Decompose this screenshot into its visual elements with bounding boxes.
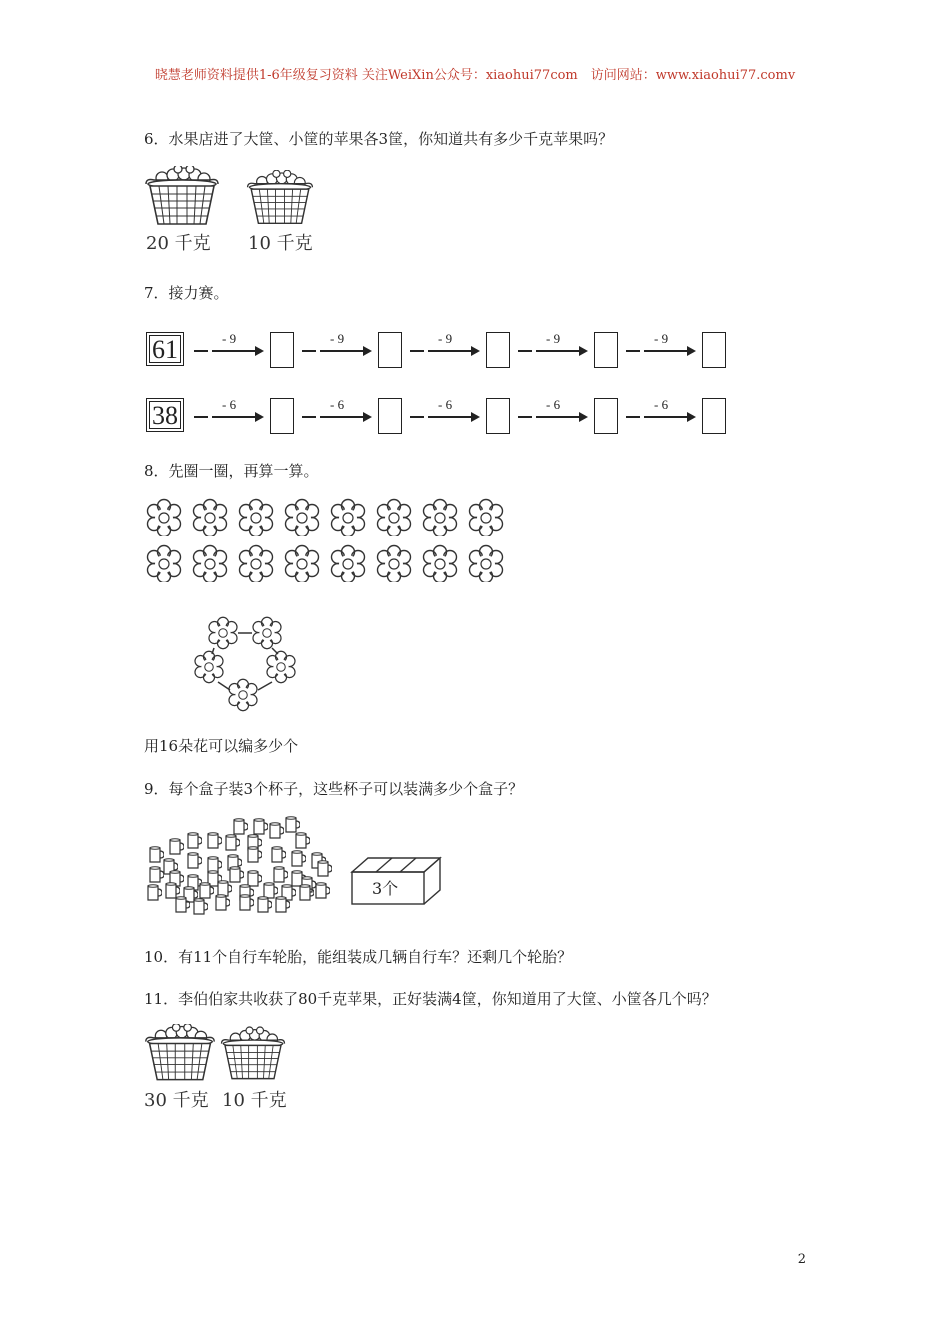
- cup-icon: [186, 852, 202, 870]
- relay-arrow: [212, 399, 264, 425]
- relay-step-label: - 6: [438, 397, 453, 412]
- flower-icon: [236, 544, 274, 582]
- arrow-line: [428, 350, 474, 352]
- relay-step-label: - 6: [330, 397, 345, 412]
- flower-icon: [374, 544, 412, 582]
- flower-icon: [282, 498, 320, 536]
- arrow-line: [320, 350, 366, 352]
- relay-arrow: [644, 399, 696, 425]
- relay-arrow: [536, 333, 588, 359]
- cup-icon: [168, 838, 184, 856]
- relay-step-label: - 6: [654, 397, 669, 412]
- arrow-line: [644, 350, 690, 352]
- arrow-line: [320, 416, 366, 418]
- flower-icon: [144, 544, 182, 582]
- relay-step-label: - 9: [438, 331, 453, 346]
- flower-icon: [420, 544, 458, 582]
- small-basket-image: [218, 1026, 288, 1084]
- arrow-line: [212, 416, 258, 418]
- relay-arrow: [212, 333, 264, 359]
- relay-arrow: [644, 333, 696, 359]
- page-header: 晓慧老师资料提供1-6年级复习资料 关注WeiXin公众号：xiaohui77com 访问网站：www.xiaohui77.comv: [154, 68, 796, 83]
- relay-arrow: [536, 399, 588, 425]
- cup-icon: [256, 896, 272, 914]
- arrow-line: [212, 350, 258, 352]
- big-basket-label: 20 千克: [146, 233, 211, 254]
- arrow-head-icon: [471, 412, 480, 422]
- flower-icon: [144, 498, 182, 536]
- cup-icon: [214, 894, 230, 912]
- relay-answer-box[interactable]: [378, 398, 402, 434]
- cup-icon: [316, 860, 332, 878]
- relay-step-label: - 6: [222, 397, 237, 412]
- relay-connector: [410, 350, 424, 352]
- relay-connector: [410, 416, 424, 418]
- relay-arrow: [320, 333, 372, 359]
- arrow-head-icon: [255, 412, 264, 422]
- cup-icon: [206, 832, 222, 850]
- arrow-head-icon: [255, 346, 264, 356]
- cup-icon: [224, 834, 240, 852]
- relay-arrow: [320, 399, 372, 425]
- flower-icon: [282, 544, 320, 582]
- relay-connector: [194, 416, 208, 418]
- arrow-head-icon: [363, 412, 372, 422]
- relay-start-number: 61: [146, 332, 184, 366]
- relay-answer-box[interactable]: [486, 398, 510, 434]
- cup-icon: [146, 884, 162, 902]
- relay-answer-box[interactable]: [270, 332, 294, 368]
- relay-connector: [518, 416, 532, 418]
- relay-answer-box[interactable]: [378, 332, 402, 368]
- relay-step-label: - 6: [546, 397, 561, 412]
- cup-icon: [148, 866, 164, 884]
- relay-start-number: 38: [146, 398, 184, 432]
- arrow-line: [536, 350, 582, 352]
- relay-connector: [194, 350, 208, 352]
- arrow-line: [644, 416, 690, 418]
- relay-connector: [302, 350, 316, 352]
- arrow-head-icon: [687, 412, 696, 422]
- relay-answer-box[interactable]: [270, 398, 294, 434]
- cup-icon: [268, 822, 284, 840]
- relay-answer-box[interactable]: [594, 398, 618, 434]
- relay-arrow: [428, 399, 480, 425]
- relay-answer-box[interactable]: [702, 332, 726, 368]
- arrow-head-icon: [579, 346, 588, 356]
- question-9-text: 9．每个盒子装3个杯子，这些杯子可以装满多少个盒子？: [144, 780, 524, 798]
- relay-answer-box[interactable]: [594, 332, 618, 368]
- flower-wreath-image: [192, 612, 298, 716]
- arrow-head-icon: [471, 346, 480, 356]
- relay-connector: [626, 416, 640, 418]
- cup-icon: [298, 884, 314, 902]
- question-6-text: 6．水果店进了大筐、小筐的苹果各3筐，你知道共有多少千克苹果吗？: [144, 130, 614, 148]
- big-basket-label: 30 千克: [144, 1090, 209, 1111]
- arrow-head-icon: [363, 346, 372, 356]
- relay-answer-box[interactable]: [702, 398, 726, 434]
- arrow-line: [536, 416, 582, 418]
- flower-icon: [420, 498, 458, 536]
- relay-connector: [302, 416, 316, 418]
- cup-icon: [314, 882, 330, 900]
- flower-icon: [374, 498, 412, 536]
- flower-icon: [328, 544, 366, 582]
- cup-icon: [294, 832, 310, 850]
- flower-icon: [190, 498, 228, 536]
- question-8-footer: 用16朵花可以编多少个: [144, 737, 299, 755]
- question-10-text: 10．有11个自行车轮胎，能组装成几辆自行车？还剩几个轮胎？: [144, 948, 573, 966]
- cup-icon: [270, 846, 286, 864]
- cup-icon: [186, 832, 202, 850]
- big-basket-image: [142, 166, 222, 228]
- flower-icon: [236, 498, 274, 536]
- flower-icon: [190, 544, 228, 582]
- relay-step-label: - 9: [654, 331, 669, 346]
- question-7-text: 7．接力赛。: [144, 284, 229, 302]
- question-11-text: 11．李伯伯家共收获了80千克苹果，正好装满4筐，你知道用了大筐、小筐各几个吗？: [144, 990, 717, 1008]
- box-capacity-label: 3个: [372, 879, 399, 898]
- small-basket-image: [244, 170, 316, 228]
- relay-step-label: - 9: [546, 331, 561, 346]
- small-basket-label: 10 千克: [222, 1090, 287, 1111]
- arrow-head-icon: [687, 346, 696, 356]
- cup-icon: [238, 894, 254, 912]
- small-basket-label: 10 千克: [248, 233, 313, 254]
- relay-step-label: - 9: [330, 331, 345, 346]
- cup-icon: [192, 898, 208, 916]
- flower-icon: [466, 498, 504, 536]
- cup-icon: [290, 850, 306, 868]
- page-number: 2: [797, 1252, 806, 1267]
- question-8-text: 8．先圈一圈，再算一算。: [144, 462, 319, 480]
- arrow-head-icon: [579, 412, 588, 422]
- relay-answer-box[interactable]: [486, 332, 510, 368]
- cup-icon: [246, 846, 262, 864]
- cup-icon: [274, 896, 290, 914]
- relay-step-label: - 9: [222, 331, 237, 346]
- flower-icon: [328, 498, 366, 536]
- cup-icon: [174, 896, 190, 914]
- relay-connector: [518, 350, 532, 352]
- big-basket-image: [142, 1024, 218, 1084]
- relay-connector: [626, 350, 640, 352]
- flower-icon: [466, 544, 504, 582]
- arrow-line: [428, 416, 474, 418]
- relay-arrow: [428, 333, 480, 359]
